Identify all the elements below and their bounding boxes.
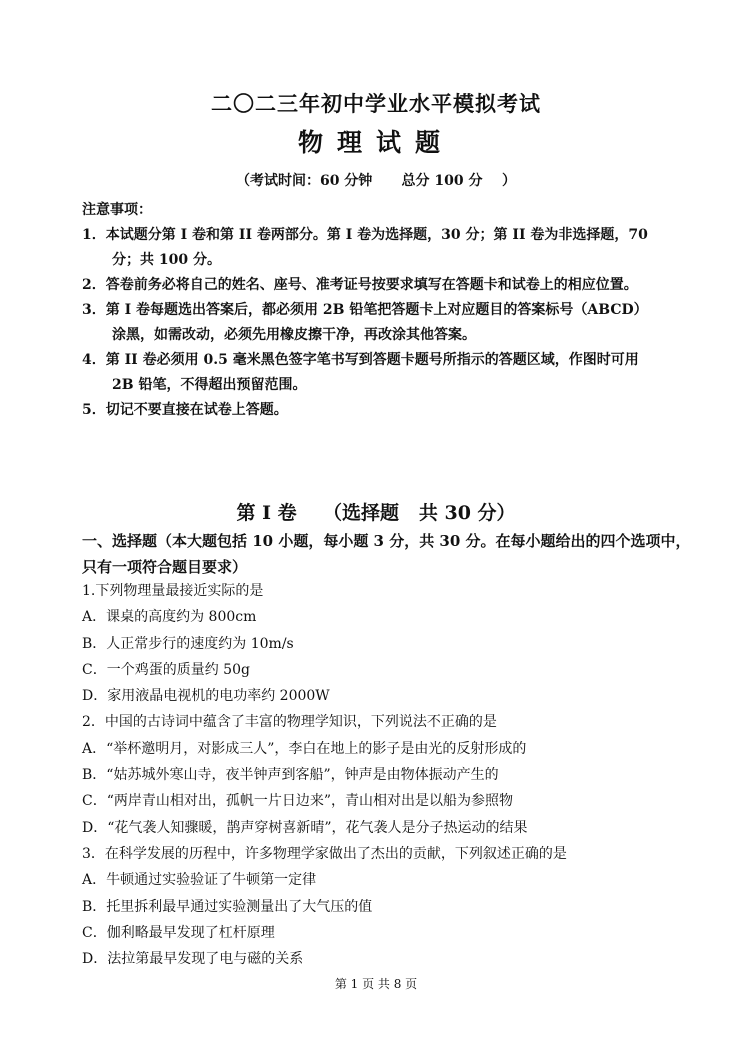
- part-heading-line: 一、选择题（本大题包括 10 小题，每小题 3 分，共 30 分。在每小题给出的四个选项中，: [82, 532, 691, 550]
- question-line: B．人正常步行的速度约为 10m/s: [82, 635, 294, 652]
- note-line: 5．切记不要直接在试卷上答题。: [82, 402, 288, 418]
- exam-info: （考试时间：60 分钟 总分 100 分 ）: [235, 173, 517, 189]
- question-line: 1.下列物理量最接近实际的是: [82, 583, 264, 599]
- question-line: C．一个鸡蛋的质量约 50g: [82, 661, 250, 678]
- notes-list: [82, 223, 692, 423]
- note-line: 2．答卷前务必将自己的姓名、座号、准考证号按要求填写在答题卡和试卷上的相应位置。: [82, 277, 638, 293]
- note-line: 4．第 II 卷必须用 0.5 毫米黑色签字笔书写到答题卡题号所指示的答题区域，作图时可用: [82, 352, 639, 368]
- page-footer: 第 1 页 共 8 页: [334, 977, 418, 991]
- subject-title: 物理试题: [297, 128, 454, 157]
- note-line: 1．本试题分第 I 卷和第 II 卷两部分。第 I 卷为选择题，30 分；第 II 卷为非选择题，70: [82, 227, 648, 243]
- note-line: 3．第 I 卷每题选出答案后，都必须用 2B 铅笔把答题卡上对应题目的答案标号（ABCD）: [82, 302, 648, 318]
- part-heading-line: 只有一项符合题目要求）: [82, 558, 248, 576]
- questions-list: [82, 578, 682, 972]
- exam-title: 二〇二三年初中学业水平模拟考试: [211, 91, 541, 116]
- note-line: 涂黑，如需改动，必须先用橡皮擦干净，再改涂其他答案。: [112, 327, 476, 343]
- note-line: 2B 铅笔，不得超出预留范围。: [112, 377, 307, 393]
- section-title: 第 I 卷 （选择题 共 30 分）: [236, 502, 516, 524]
- question-line: C．“两岸青山相对出，孤帆一片日边来”，青山相对出是以船为参照物: [82, 793, 514, 810]
- question-line: A．课桌的高度约为 800cm: [82, 609, 257, 626]
- notes-heading: 注意事项：: [82, 202, 152, 218]
- question-line: 3．在科学发展的历程中，许多物理学家做出了杰出的贡献，下列叙述正确的是: [82, 845, 567, 862]
- question-line: 2．中国的古诗词中蕴含了丰富的物理学知识，下列说法不正确的是: [82, 714, 497, 731]
- question-line: D．“花气袭人知骤暖，鹊声穿树喜新晴”，花气袭人是分子热运动的结果: [82, 819, 528, 836]
- part-heading: [82, 528, 691, 580]
- notes-block: [82, 197, 692, 423]
- question-line: A．牛顿通过实验验证了牛顿第一定律: [82, 872, 317, 889]
- question-line: B．“姑苏城外寒山寺，夜半钟声到客船”，钟声是由物体振动产生的: [82, 767, 499, 784]
- question-line: D．家用液晶电视机的电功率约 2000W: [82, 688, 330, 705]
- question-line: B．托里拆利最早通过实验测量出了大气压的值: [82, 898, 373, 915]
- question-line: D．法拉第最早发现了电与磁的关系: [82, 951, 304, 968]
- question-line: A．“举杯邀明月，对影成三人”，李白在地上的影子是由光的反射形成的: [82, 740, 527, 757]
- note-line: 分；共 100 分。: [112, 252, 221, 268]
- question-line: C．伽利略最早发现了杠杆原理: [82, 924, 275, 941]
